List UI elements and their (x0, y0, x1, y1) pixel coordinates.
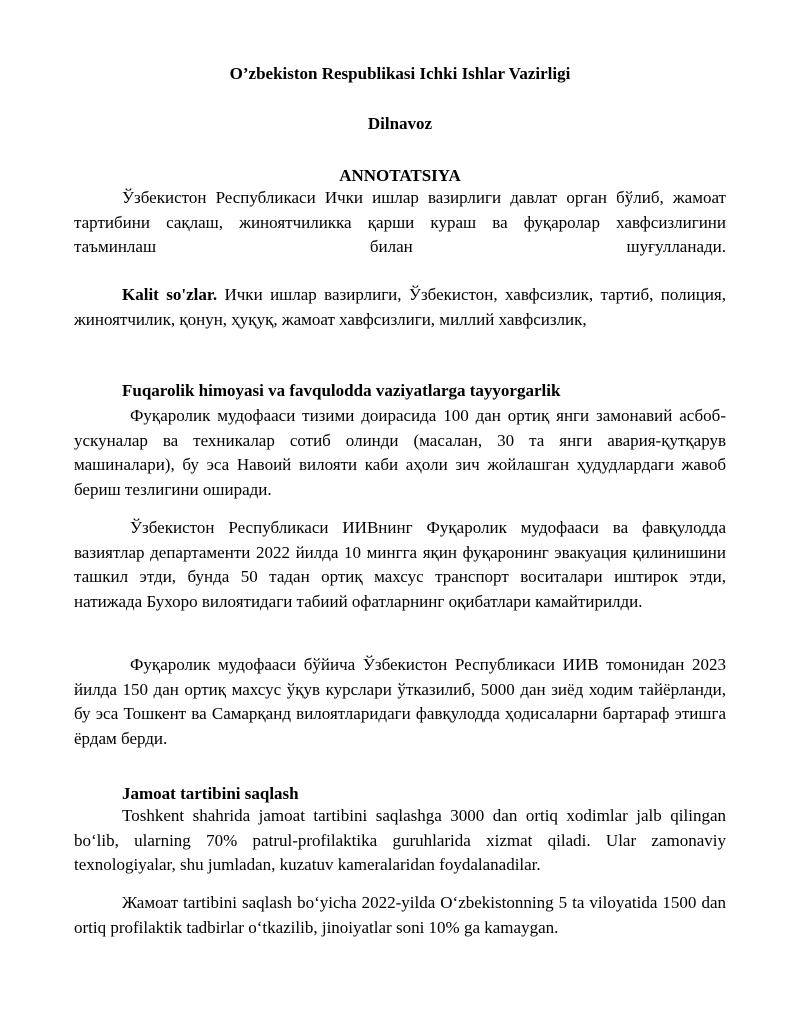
ministry-title: O’zbekiston Respublikasi Ichki Ishlar Vazirligi (229, 64, 571, 83)
annotation-text: Ўзбекистон Республикаси Ички ишлар вазирлиги давлат орган бўлиб, жамоат тартибини сақлаш, жиноятчиликка қарши кураш ва фуқаролар хавфсизлигини таъминлаш билан шуғулланади. (74, 188, 726, 256)
civil-protection-paragraph-1: Фуқаролик мудофааси тизими доирасида 100 дан ортиқ янги замонавий асбоб-ускуналар ва техникалар сотиб олинди (масалан, 30 та янги авария-қутқарув машиналари), бу эса Навоий вилояти каби аҳоли зич жойлашган ҳудудлардаги жавоб бериш тезлигини оширади. (74, 406, 726, 499)
section-heading-civil-protection: Fuqarolik himoyasi va favqulodda vaziyatlarga tayyorgarlik (122, 381, 561, 400)
public-order-paragraph-2: Жамоат tartibini saqlash bo‘yicha 2022-yilda O‘zbekistonning 5 ta viloyatida 1500 dan ortiq profilaktik tadbirlar o‘tkazilib, jinoiyatlar soni 10% ga kamaygan. (74, 893, 726, 937)
civil-protection-paragraph-3: Фуқаролик мудофааси бўйича Ўзбекистон Республикаси ИИВ томонидан 2023 йилда 150 дан ортиқ махсус ўқув курслари ўтказилиб, 5000 дан зиёд ходим тайёрланди, бу эса Тошкент ва Самарқанд вилоятларидаги фавқулодда ҳодисаларни бартараф этишга ёрдам берди. (74, 655, 726, 748)
keywords-label: Kalit so'zlar. (122, 285, 218, 304)
section-heading-public-order: Jamoat tartibini saqlash (122, 784, 299, 803)
annotation-heading: ANNOTATSIYA (339, 166, 461, 185)
keywords-text: Ички ишлар вазирлиги, Ўзбекистон, хавфсизлик, тартиб, полиция, жиноятчилик, қонун, ҳуқуқ, жамоат хавфсизлиги, миллий хавфсизлик, (74, 285, 726, 329)
keywords-paragraph (74, 283, 726, 332)
author-name: Dilnavoz (367, 114, 433, 133)
public-order-paragraph-1: Toshkent shahrida jamoat tartibini saqlashga 3000 dan ortiq xodimlar jalb qilingan bo‘lib, ularning 70% patrul-profilaktika guruhlarida xizmat qiladi. Ular zamonaviy texnologiyalar, shu jumladan, kuzatuv kameralaridan foydalanadilar. (74, 806, 726, 874)
civil-protection-paragraph-2: Ўзбекистон Республикаси ИИВнинг Фуқаролик мудофааси ва фавқулодда вазиятлар департаменти 2022 йилда 10 мингга яқин фуқаронинг эвакуация қилинишини ташкил этди, бунда 50 тадан ортиқ махсус транспорт воситалари иштирок этди, натижада Бухоро вилоятидаги табиий офатларнинг оқибатлари камайтирилди. (74, 518, 726, 611)
